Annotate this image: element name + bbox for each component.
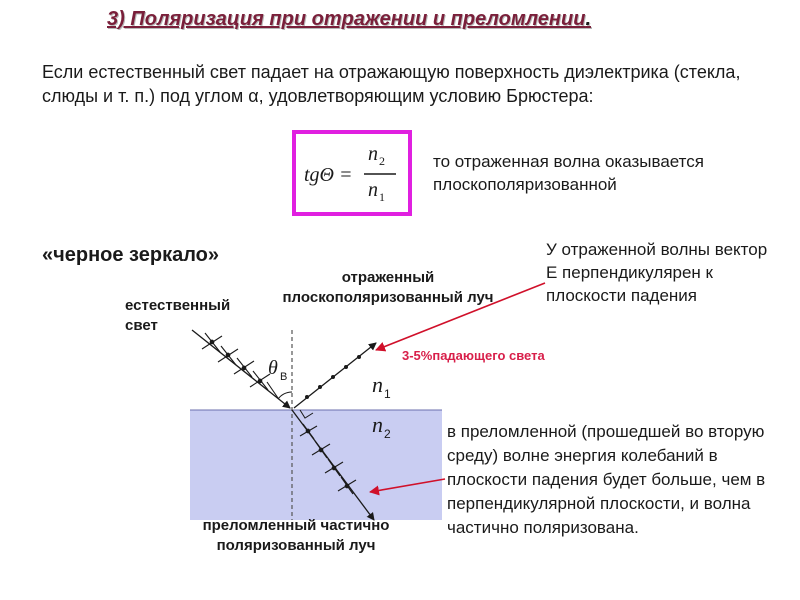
medium2-label: n — [372, 412, 383, 437]
reflected-percent-note: 3-5%падающего света — [402, 348, 545, 363]
black-mirror-label: «черное зеркало» — [42, 244, 219, 266]
natural-light-label: естественный свет — [125, 297, 231, 334]
medium1-subscript: 1 — [384, 387, 391, 401]
brewster-angle-arc — [278, 392, 292, 399]
e-vector-note: У отраженной волны вектор Е перпендикулярен к плоскости падения — [546, 240, 768, 305]
refracted-wave-note: в преломленной (прошедшей во вторую среду) волне энергия колебаний в плоскости падения будет больше, чем в перпендикулярной плоскости, и волна частично поляризована. — [447, 422, 766, 537]
medium2-subscript: 2 — [384, 427, 391, 441]
formula-numerator-sub: 2 — [379, 154, 385, 168]
refracted-ray-label: преломленный частично поляризованный луч — [202, 517, 390, 554]
intro-text: Если естественный свет падает на отражающую поверхность диэлектрика (стекла, слюды и т. п.) под углом α, удовлетворяющим условию Брюстера: — [42, 62, 741, 106]
formula-explanation: то отраженная волна оказывается плоскополяризованной — [433, 152, 704, 194]
formula-lhs: tgΘ = — [304, 164, 353, 186]
slide-title-dot: . — [585, 8, 591, 30]
angle-subscript: B — [280, 371, 288, 383]
formula-denominator: n — [368, 179, 378, 201]
formula-denominator-sub: 1 — [379, 190, 385, 204]
slide-title-text: 3) Поляризация при отражении и преломлении — [107, 8, 586, 30]
angle-symbol: θ — [268, 357, 278, 379]
incident-polarization-marks — [202, 333, 278, 398]
medium1-label: n — [372, 372, 383, 397]
formula-numerator: n — [368, 143, 378, 165]
reflected-ray-label: отраженный плоскополяризованный луч — [282, 269, 494, 306]
